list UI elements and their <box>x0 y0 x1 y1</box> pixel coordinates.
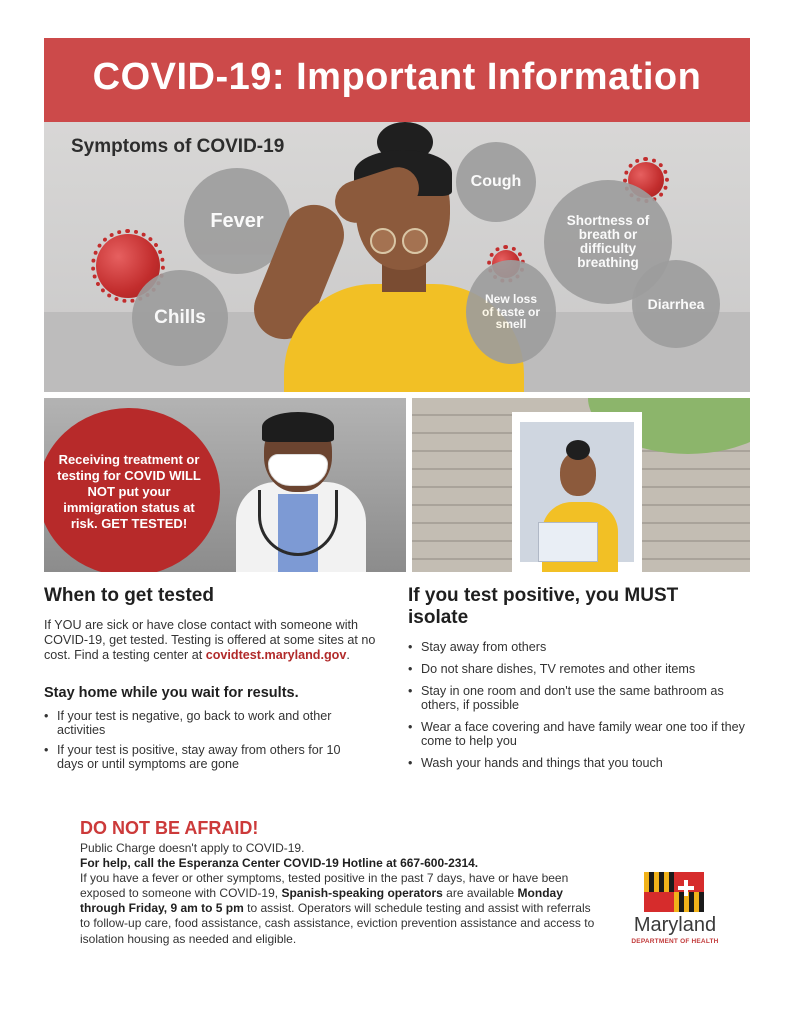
symptom-label: Cough <box>470 172 522 190</box>
assistance-paragraph <box>80 871 600 946</box>
symptom-label: Fever <box>210 209 264 232</box>
afraid-heading: DO NOT BE AFRAID! <box>80 818 259 838</box>
hours: Monday through Friday, 9 am to 5 pm <box>80 886 563 916</box>
stay-home-heading: Stay home while you wait for results. <box>44 685 299 701</box>
callout-text: Receiving treatment or testing for COVID WILL NOT put your immigration status at risk. GET TESTED! <box>57 452 201 531</box>
book <box>538 522 598 562</box>
doctor-hair <box>262 412 334 442</box>
symptoms-illustration <box>44 122 750 392</box>
isolation-illustration <box>412 398 750 572</box>
symptom-taste-smell <box>466 260 556 364</box>
list-item: • Stay in one room and don't use the same bathroom as others, if possible <box>408 684 748 712</box>
immigration-callout <box>44 408 220 572</box>
list-item: • Wear a face covering and have family wear one too if they come to help you <box>408 720 748 748</box>
title-banner <box>44 38 750 122</box>
when-tested-body: If YOU are sick or have close contact with someone with COVID-19, get tested. Testing is offered at some sites at no cost. Find a testing center at <box>44 618 376 662</box>
symptom-diarrhea <box>632 260 720 348</box>
when-tested-heading: When to get tested <box>44 585 214 606</box>
logo-subtitle: DEPARTMENT OF HEALTH <box>631 938 719 945</box>
symptom-label: New loss of taste or smell <box>481 292 540 332</box>
symptom-label: Shortness of breath or difficulty breathing <box>566 212 650 271</box>
page-title: COVID-19: Important Information <box>92 56 702 98</box>
isolate-heading: If you test positive, you MUST isolate <box>408 585 679 628</box>
glasses <box>370 228 396 254</box>
maryland-health-logo <box>620 872 730 950</box>
list-item: • Wash your hands and things that you touch <box>408 756 748 770</box>
symptom-label: Diarrhea <box>647 295 705 312</box>
spanish-operators: Spanish-speaking operators <box>281 886 443 901</box>
person-hair <box>566 440 590 460</box>
maryland-flag-icon <box>644 872 704 912</box>
face-mask <box>268 454 328 486</box>
afraid-text <box>80 841 600 947</box>
paragraph-text: are available <box>442 886 518 901</box>
list-item: • Do not share dishes, TV remotes and other items <box>408 662 748 676</box>
stay-home-list <box>44 709 364 777</box>
when-tested-text <box>44 618 384 663</box>
list-item: • Stay away from others <box>408 640 748 654</box>
isolate-list <box>408 640 748 778</box>
doctor-illustration <box>44 398 406 572</box>
hotline-line: For help, call the Esperanza Center COVID-19 Hotline at 667-600-2314. <box>80 856 479 871</box>
symptom-label: Chills <box>154 307 206 329</box>
public-charge-line: Public Charge doesn't apply to COVID-19. <box>80 841 305 855</box>
symptoms-heading: Symptoms of COVID-19 <box>71 136 285 157</box>
list-item: • If your test is negative, go back to work and other activities <box>44 709 364 737</box>
symptom-chills <box>132 270 228 366</box>
glasses <box>402 228 428 254</box>
period: . <box>346 648 350 662</box>
symptom-cough <box>456 142 536 222</box>
paragraph-text: to assist. Operators will schedule testing and assist with referrals to follow-up care, food assistance, cash assistance, eviction prevention assistance and access to isolation housing as needed and eligible. <box>80 901 595 946</box>
list-item: • If your test is positive, stay away from others for 10 days or until symptoms are gone <box>44 743 364 771</box>
logo-name: Maryland <box>633 914 717 936</box>
testing-site-link[interactable]: covidtest.maryland.gov <box>205 648 347 662</box>
paragraph-text: If you have a fever or other symptoms, tested positive in the past 7 days, have or have been exposed to someone with COVID-19, <box>80 871 569 901</box>
